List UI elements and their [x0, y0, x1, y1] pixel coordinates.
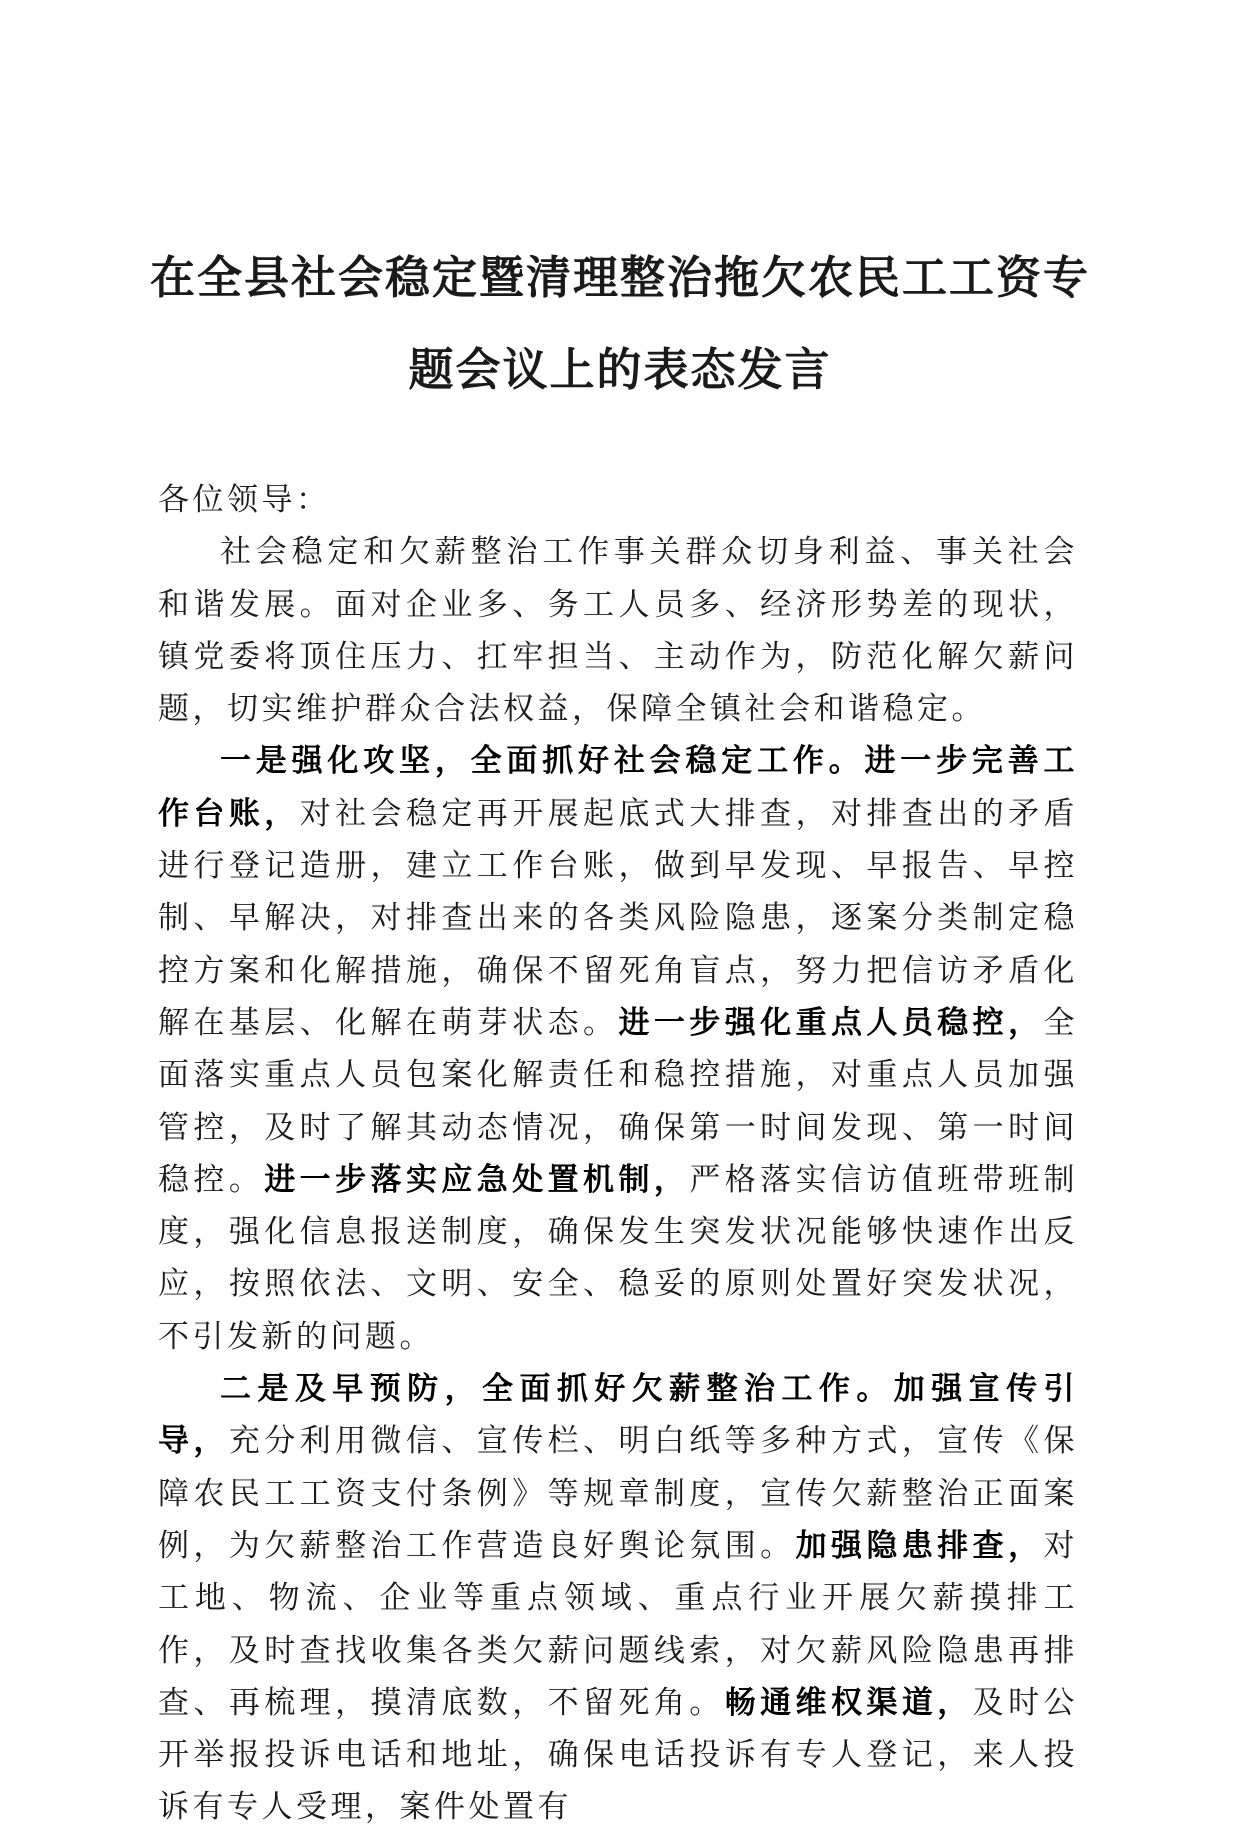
section-1-point-3-title: 进一步落实应急处置机制，: [264, 1161, 690, 1198]
section-1-paragraph: [158, 735, 1078, 1363]
document-title: [150, 232, 1090, 416]
section-2-point-1-text: 充分利用微信、宣传栏、明白纸等多种方式，宣传《保障农民工工资支付条例》等规章制度，宣传欠薪整治正面案例，为欠薪整治工作营造良好舆论氛围。: [158, 1423, 1079, 1564]
section-2-point-3-title: 畅通维权渠道，: [724, 1684, 973, 1721]
title-line-1: 在全县社会稳定暨清理整治拖欠农民工工资专: [150, 251, 1091, 304]
section-2-point-1-title: 加强宣传引导，: [158, 1371, 1079, 1460]
section-2-point-2-title: 加强隐患排查，: [795, 1527, 1044, 1564]
section-1-point-1-title: 进一步完善工作台账，: [158, 743, 1079, 832]
section-2-heading: 二是及早预防，全面抓好欠薪整治工作。: [220, 1371, 894, 1408]
section-1-heading: 一是强化攻坚，全面抓好社会稳定工作。: [220, 743, 865, 780]
salutation: 各位领导：: [158, 482, 331, 518]
section-2-point-3-text: 及时公开举报投诉电话和地址，确保电话投诉有专人登记，来人投诉有专人受理，案件处置有: [158, 1684, 1079, 1826]
section-1-point-1-text: 对社会稳定再开展起底式大排查，对排查出的矛盾进行登记造册，建立工作台账，做到早发现、早报告、早控制、早解决，对排查出来的各类风险隐患，逐案分类制定稳控方案和化解措施，确保不留死角盲点，努力把信访矛盾化解在基层、化解在萌芽状态。: [158, 795, 1079, 1041]
section-1-point-3-text: 严格落实信访值班带班制度，强化信息报送制度，确保发生突发状况能够快速作出反应，按照依法、文明、安全、稳妥的原则处置好突发状况，不引发新的问题。: [158, 1161, 1079, 1355]
document-body: [158, 474, 1078, 1834]
section-2-paragraph: [158, 1363, 1078, 1834]
section-1-point-2-title: 进一步强化重点人员稳控，: [618, 1004, 1044, 1041]
section-2-point-2-text: 对工地、物流、企业等重点领域、重点行业开展欠薪摸排工作，及时查找收集各类欠薪问题线索，对欠薪风险隐患再排查、再梳理，摸清底数，不留死角。: [158, 1527, 1079, 1721]
section-1-point-2-text: 全面落实重点人员包案化解责任和稳控措施，对重点人员加强管控，及时了解其动态情况，确保第一时间发现、第一时间稳控。: [158, 1004, 1079, 1198]
intro-paragraph: 社会稳定和欠薪整治工作事关群众切身利益、事关社会和谐发展。面对企业多、务工人员多、经济形势差的现状，镇党委将顶住压力、扛牢担当、主动作为，防范化解欠薪问题，切实维护群众合法权益，保障全镇社会和谐稳定。: [158, 534, 1078, 728]
title-line-2: 题会议上的表态发言: [408, 343, 832, 396]
